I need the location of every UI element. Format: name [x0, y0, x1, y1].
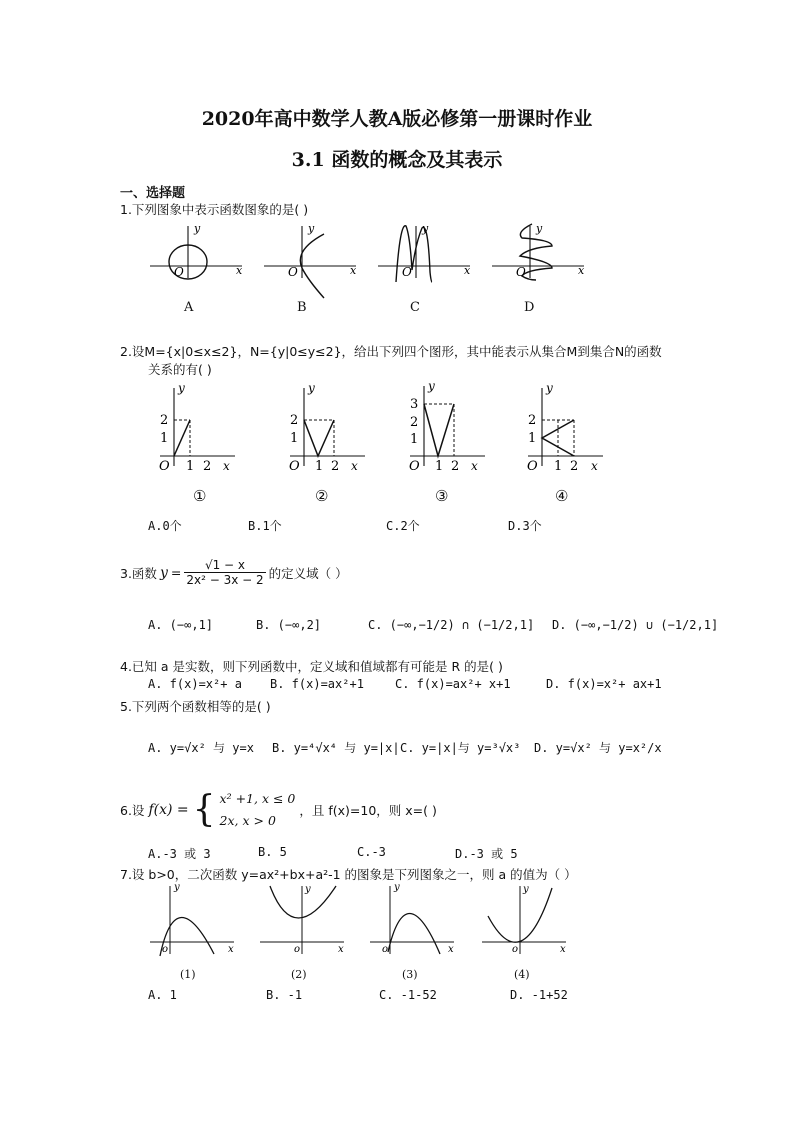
axis-origin: O: [409, 459, 420, 474]
q1-label-c: C: [410, 300, 420, 315]
q5-option-d[interactable]: D. y=√x² 与 y=x²/x: [534, 741, 662, 755]
q7-option-c[interactable]: C. -1-52: [379, 988, 437, 1002]
axis-origin: O: [159, 459, 170, 474]
axis-y: y: [194, 222, 201, 235]
axis-x: x: [578, 264, 585, 277]
axis-x: x: [448, 944, 454, 955]
tick-2: 2: [528, 413, 537, 428]
q2-option-b[interactable]: B.1个: [248, 519, 282, 533]
q3-option-d[interactable]: D. (−∞,−1/2) ∪ (−1/2,1]: [552, 618, 719, 632]
q7-graph-1: [148, 880, 238, 960]
q2-label-4: ④: [555, 487, 569, 505]
axis-origin: O: [516, 265, 526, 279]
q2-label-3: ③: [435, 487, 449, 505]
tick-1: 1: [410, 432, 419, 447]
q6-case-2: 2x, x > 0: [219, 813, 276, 828]
tick-x1: 1: [554, 459, 563, 474]
page-title: 2020年高中数学人教A版必修第一册课时作业: [201, 108, 593, 130]
question-4-stem: 4.已知 a 是实数，则下列函数中，定义域和值域都有可能是 R 的是( ): [120, 659, 503, 674]
question-2-stem-cont: 关系的有( ): [148, 362, 212, 377]
tick-x2: 2: [570, 459, 579, 474]
axis-y: y: [178, 381, 185, 395]
tick-1: 1: [528, 431, 537, 446]
tick-2: 2: [290, 413, 299, 428]
q4-option-b[interactable]: B. f(x)=ax²+1: [270, 677, 364, 691]
tick-x1: 1: [435, 459, 444, 474]
q5-option-a[interactable]: A. y=√x² 与 y=x: [148, 741, 254, 755]
axis-x: x: [236, 264, 243, 277]
q6-option-b[interactable]: B. 5: [258, 845, 287, 859]
tick-2: 2: [410, 415, 419, 430]
axis-y: y: [523, 884, 529, 895]
q3-fraction: [184, 558, 265, 587]
tick-x2: 2: [451, 459, 460, 474]
question-3: [120, 558, 348, 587]
q6-case-1: x² +1, x ≤ 0: [219, 791, 296, 806]
q2-graph-4: [523, 380, 613, 475]
q7-label-3: (3): [402, 968, 418, 981]
q2-option-d[interactable]: D.3个: [508, 519, 542, 533]
question-6: [120, 788, 437, 832]
page-subtitle: 3.1 函数的概念及其表示: [291, 149, 503, 171]
tick-x2: 2: [331, 459, 340, 474]
axis-origin: O: [402, 265, 412, 279]
q3-option-a[interactable]: A. (−∞,1]: [148, 618, 214, 632]
q1-graph-a: [150, 222, 250, 282]
q1-label-a: A: [184, 300, 194, 315]
axis-origin: o: [162, 944, 169, 955]
tick-x2: 2: [203, 459, 212, 474]
axis-origin: O: [288, 265, 298, 279]
axis-origin: o: [294, 944, 301, 955]
q6-option-a[interactable]: A.-3 或 3: [148, 847, 211, 861]
axis-y: y: [546, 381, 553, 395]
q4-option-c[interactable]: C. f(x)=ax²+ x+1: [395, 677, 511, 691]
q7-label-1: (1): [180, 968, 196, 981]
tick-3: 3: [410, 397, 419, 412]
axis-x: x: [560, 944, 566, 955]
q5-option-b[interactable]: B. y=⁴√x⁴ 与 y=|x|: [272, 741, 400, 755]
q6-option-d[interactable]: D.-3 或 5: [455, 847, 518, 861]
q2-graph-2: [285, 380, 375, 475]
q2-graph-1: [155, 380, 245, 475]
q7-label-2: (2): [291, 968, 307, 981]
q7-graph-3: [368, 880, 458, 960]
q7-graph-2: [258, 880, 348, 960]
axis-origin: O: [174, 265, 184, 279]
q3-numerator: √1 − x: [184, 558, 265, 573]
brace-icon: {: [192, 789, 216, 830]
axis-y: y: [308, 222, 315, 235]
axis-origin: o: [382, 944, 389, 955]
q6-prefix: 6.设: [120, 803, 145, 818]
q3-prefix: 3.函数: [120, 565, 157, 581]
tick-x1: 1: [186, 459, 195, 474]
axis-y: y: [174, 882, 180, 893]
q3-eq: =: [170, 565, 182, 580]
question-5-stem: 5.下列两个函数相等的是( ): [120, 699, 271, 714]
q3-y: y: [159, 564, 168, 581]
axis-x: x: [223, 459, 230, 473]
q6-option-c[interactable]: C.-3: [357, 845, 386, 859]
axis-x: x: [464, 264, 471, 277]
axis-y: y: [305, 884, 311, 895]
axis-y: y: [394, 882, 400, 893]
q2-label-1: ①: [193, 487, 207, 505]
tick-x1: 1: [315, 459, 324, 474]
axis-origin: O: [527, 459, 538, 474]
q5-option-c[interactable]: C. y=|x|与 y=³√x³: [400, 741, 521, 755]
question-2-stem: 2.设M={x|0≤x≤2}，N={y|0≤y≤2}，给出下列四个图形，其中能表示从集合M到集合N的函数: [120, 344, 662, 359]
axis-x: x: [228, 944, 234, 955]
q1-graph-b: [264, 222, 364, 282]
q2-graph-3: [405, 380, 495, 475]
axis-x: x: [350, 264, 357, 277]
tick-2: 2: [160, 413, 169, 428]
axis-y: y: [422, 222, 429, 235]
q1-graph-d: [492, 222, 592, 282]
axis-origin: O: [289, 459, 300, 474]
q2-option-a[interactable]: A.0个: [148, 519, 182, 533]
axis-y: y: [536, 222, 543, 235]
q3-denominator: 2x² − 3x − 2: [186, 573, 264, 587]
axis-origin: o: [512, 944, 519, 955]
q7-option-d[interactable]: D. -1+52: [510, 988, 568, 1002]
q7-option-b[interactable]: B. -1: [266, 988, 303, 1002]
axis-x: x: [591, 459, 598, 473]
q4-option-d[interactable]: D. f(x)=x²+ ax+1: [546, 677, 662, 691]
axis-y: y: [308, 381, 315, 395]
axis-x: x: [471, 459, 478, 473]
q3-option-c[interactable]: C. (−∞,−1/2) ∩ (−1/2,1]: [368, 618, 535, 632]
q2-label-2: ②: [315, 487, 329, 505]
tick-1: 1: [290, 431, 299, 446]
q4-option-a[interactable]: A. f(x)=x²+ a: [148, 677, 242, 691]
tick-1: 1: [160, 431, 169, 446]
q6-fx: f(x) =: [148, 802, 189, 818]
axis-x: x: [338, 944, 344, 955]
q6-cases: [220, 788, 296, 832]
axis-x: x: [351, 459, 358, 473]
q2-option-c[interactable]: C.2个: [386, 519, 420, 533]
q3-suffix: 的定义域（ ）: [268, 565, 348, 581]
q1-graph-c: [378, 222, 478, 282]
question-1-stem: 1.下列图象中表示函数图象的是( ): [120, 202, 309, 217]
axis-y: y: [428, 379, 435, 393]
q6-suffix: ，且 f(x)=10，则 x=( ): [299, 803, 437, 818]
question-7-stem: 7.设 b>0，二次函数 y=ax²+bx+a²-1 的图象是下列图象之一，则 a 的值为（ ）: [120, 867, 577, 882]
q7-label-4: (4): [514, 968, 530, 981]
section-heading: 一、选择题: [120, 186, 186, 201]
q1-label-d: D: [524, 300, 535, 315]
q7-option-a[interactable]: A. 1: [148, 988, 177, 1002]
q1-label-b: B: [297, 300, 307, 315]
q7-graph-4: [480, 880, 570, 960]
q3-option-b[interactable]: B. (−∞,2]: [256, 618, 322, 632]
